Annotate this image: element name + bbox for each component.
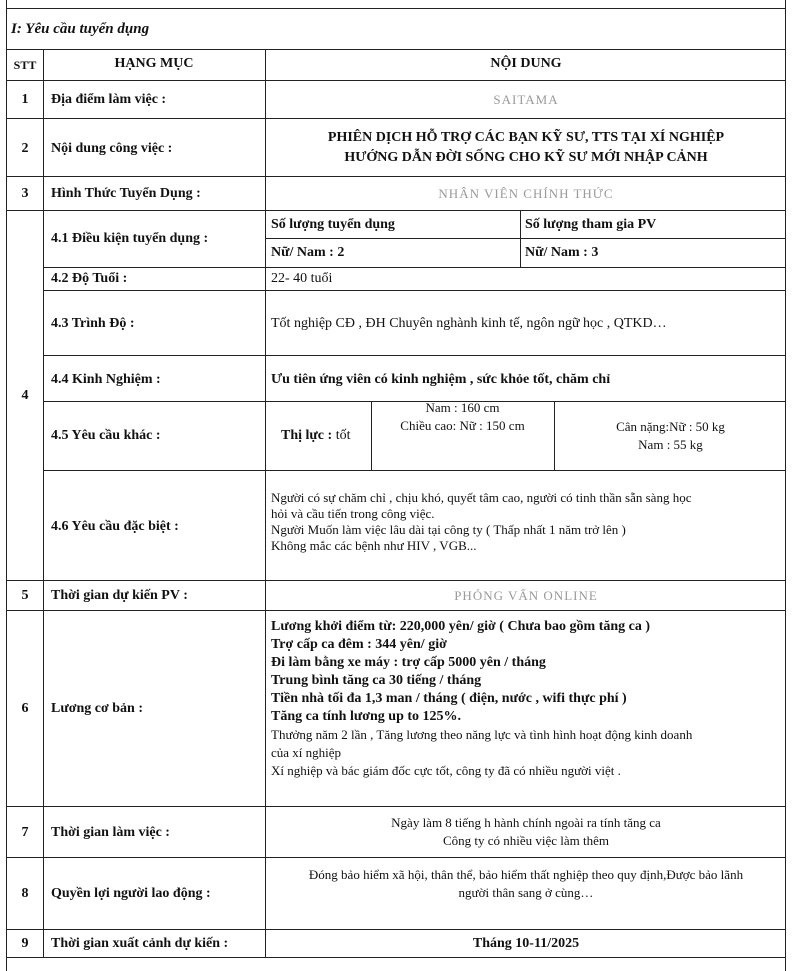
row-label: 4.3 Trình Độ :: [51, 316, 135, 331]
recruit-count-value: Nữ/ Nam : 2: [271, 245, 345, 260]
rule: [43, 470, 785, 471]
rule: [7, 80, 785, 81]
working-hours-line: Ngày làm 8 tiếng h hành chính ngoài ra tính tăng ca: [391, 815, 661, 830]
height-female: Chiều cao: Nữ : 150 cm: [400, 418, 525, 433]
interview-value: PHỎNG VẤN ONLINE: [454, 588, 598, 603]
header-stt: STT: [13, 58, 37, 72]
row-number: 9: [21, 936, 29, 951]
age-value: 22- 40 tuổi: [271, 271, 333, 286]
salary-line: của xí nghiệp: [271, 745, 342, 760]
rule: [7, 610, 785, 611]
salary-line: Tiền nhà tối đa 1,3 man / tháng ( điện, nước , wifi thực phí ): [271, 691, 627, 706]
benefits-line: Đóng bảo hiểm xã hội, thân thể, bảo hiểm thất nghiệp theo quy định,Được bảo lãnh: [308, 867, 744, 882]
row-label: Nội dung công việc :: [51, 141, 173, 156]
salary-line: Tăng ca tính lương up to 125%.: [271, 709, 462, 724]
row-label: Thời gian dự kiến PV :: [51, 588, 188, 603]
rule: [520, 210, 521, 267]
education-value: Tốt nghiệp CĐ , ĐH Chuyên nghành kinh tế, ngôn ngữ học , QTKD…: [271, 316, 667, 331]
rule: [7, 118, 785, 119]
salary-line: Thưởng năm 2 lần , Tăng lương theo năng lực và tình hình hoạt động kinh doanh: [271, 727, 693, 742]
interview-count-value: Nữ/ Nam : 3: [525, 245, 599, 260]
row-number: 7: [21, 825, 29, 840]
employment-type-value: NHÂN VIÊN CHÍNH THỨC: [438, 186, 614, 201]
rule: [7, 8, 785, 9]
row-label: 4.2 Độ Tuổi :: [51, 271, 128, 286]
interview-count-header: Số lượng tham gia PV: [525, 217, 657, 232]
salary-line: Lương khởi điểm từ: 220,000 yên/ giờ ( Chưa bao gồm tăng ca ): [271, 619, 651, 634]
rule: [7, 857, 785, 858]
rule: [7, 49, 785, 50]
rule: [7, 806, 785, 807]
job-description-line: HƯỚNG DẪN ĐỜI SỐNG CHO KỸ SƯ MỚI NHẬP CẢNH: [344, 150, 708, 165]
benefits-line: người thân sang ở cùng…: [458, 885, 594, 900]
rule: [7, 929, 785, 930]
departure-value: Tháng 10-11/2025: [472, 936, 580, 951]
row-label: Lương cơ bản :: [51, 701, 143, 716]
row-label: Địa điểm làm việc :: [51, 92, 167, 107]
rule: [554, 401, 555, 470]
experience-value: Ưu tiên ứng viên có kinh nghiệm , sức khỏe tốt, chăm chỉ: [271, 372, 611, 387]
row-label: 4.5 Yêu cầu khác :: [51, 428, 161, 443]
row-number: 5: [21, 588, 29, 603]
row-number: 3: [21, 186, 29, 201]
salary-line: Trung bình tăng ca 30 tiếng / tháng: [271, 673, 482, 688]
row-number: 8: [21, 886, 29, 901]
job-description-line: PHIÊN DỊCH HỖ TRỢ CÁC BẠN KỸ SƯ, TTS TẠI XÍ NGHIỆP: [327, 130, 725, 145]
rule: [7, 210, 785, 211]
rule: [265, 238, 785, 239]
recruitment-table: [6, 0, 786, 971]
salary-details: [271, 618, 692, 780]
recruit-count-header: Số lượng tuyển dụng: [271, 217, 395, 232]
requirement-line: Người có sự chăm chỉ , chịu khó, quyết tâm cao, người có tinh thần sẵn sàng học: [271, 490, 692, 505]
rule: [7, 176, 785, 177]
section-title: I: Yêu cầu tuyển dụng: [11, 21, 150, 37]
row-label: Thời gian làm việc :: [51, 825, 170, 840]
salary-line: Đi làm bằng xe máy : trợ cấp 5000 yên / tháng: [271, 655, 546, 670]
working-hours-line: Công ty có nhiều việc làm thêm: [442, 833, 610, 848]
special-requirements: [271, 490, 691, 554]
row-label: 4.1 Điều kiện tuyển dụng :: [51, 231, 209, 246]
row-label: Hình Thức Tuyển Dụng :: [51, 186, 201, 201]
rule: [43, 49, 44, 957]
header-category: HẠNG MỤC: [114, 56, 194, 71]
requirement-line: Không mắc các bệnh như HIV , VGB...: [271, 538, 477, 553]
header-content: NỘI DUNG: [490, 56, 562, 71]
rule: [43, 355, 785, 356]
requirement-line: hỏi và cầu tiến trong công việc.: [271, 506, 435, 521]
weight-male: Nam : 55 kg: [638, 437, 703, 452]
height-male: Nam : 160 cm: [425, 400, 500, 415]
workplace-value: SAITAMA: [493, 92, 559, 107]
rule: [7, 580, 785, 581]
row-label: Quyền lợi người lao động :: [51, 886, 211, 901]
requirement-line: Người Muốn làm việc lâu dài tại công ty ( Thấp nhất 1 năm trở lên ): [271, 522, 626, 537]
row-label: 4.6 Yêu cầu đặc biệt :: [51, 519, 179, 534]
row-label: Thời gian xuất cảnh dự kiến :: [51, 936, 229, 951]
rule: [43, 290, 785, 291]
row-number: 2: [21, 141, 29, 156]
rule: [43, 267, 785, 268]
row-label: 4.4 Kinh Nghiệm :: [51, 372, 161, 387]
row-number: 4: [21, 388, 29, 403]
eyesight: Thị lực : tốt: [281, 428, 351, 443]
row-number: 6: [21, 701, 29, 716]
salary-line: Trợ cấp ca đêm : 344 yên/ giờ: [271, 637, 447, 652]
weight-female: Cân nặng:Nữ : 50 kg: [616, 419, 725, 434]
rule: [7, 957, 785, 958]
row-number: 1: [21, 92, 29, 107]
salary-line: Xí nghiệp và bác giám đốc cực tốt, công ty đã có nhiều người việt .: [271, 763, 621, 778]
